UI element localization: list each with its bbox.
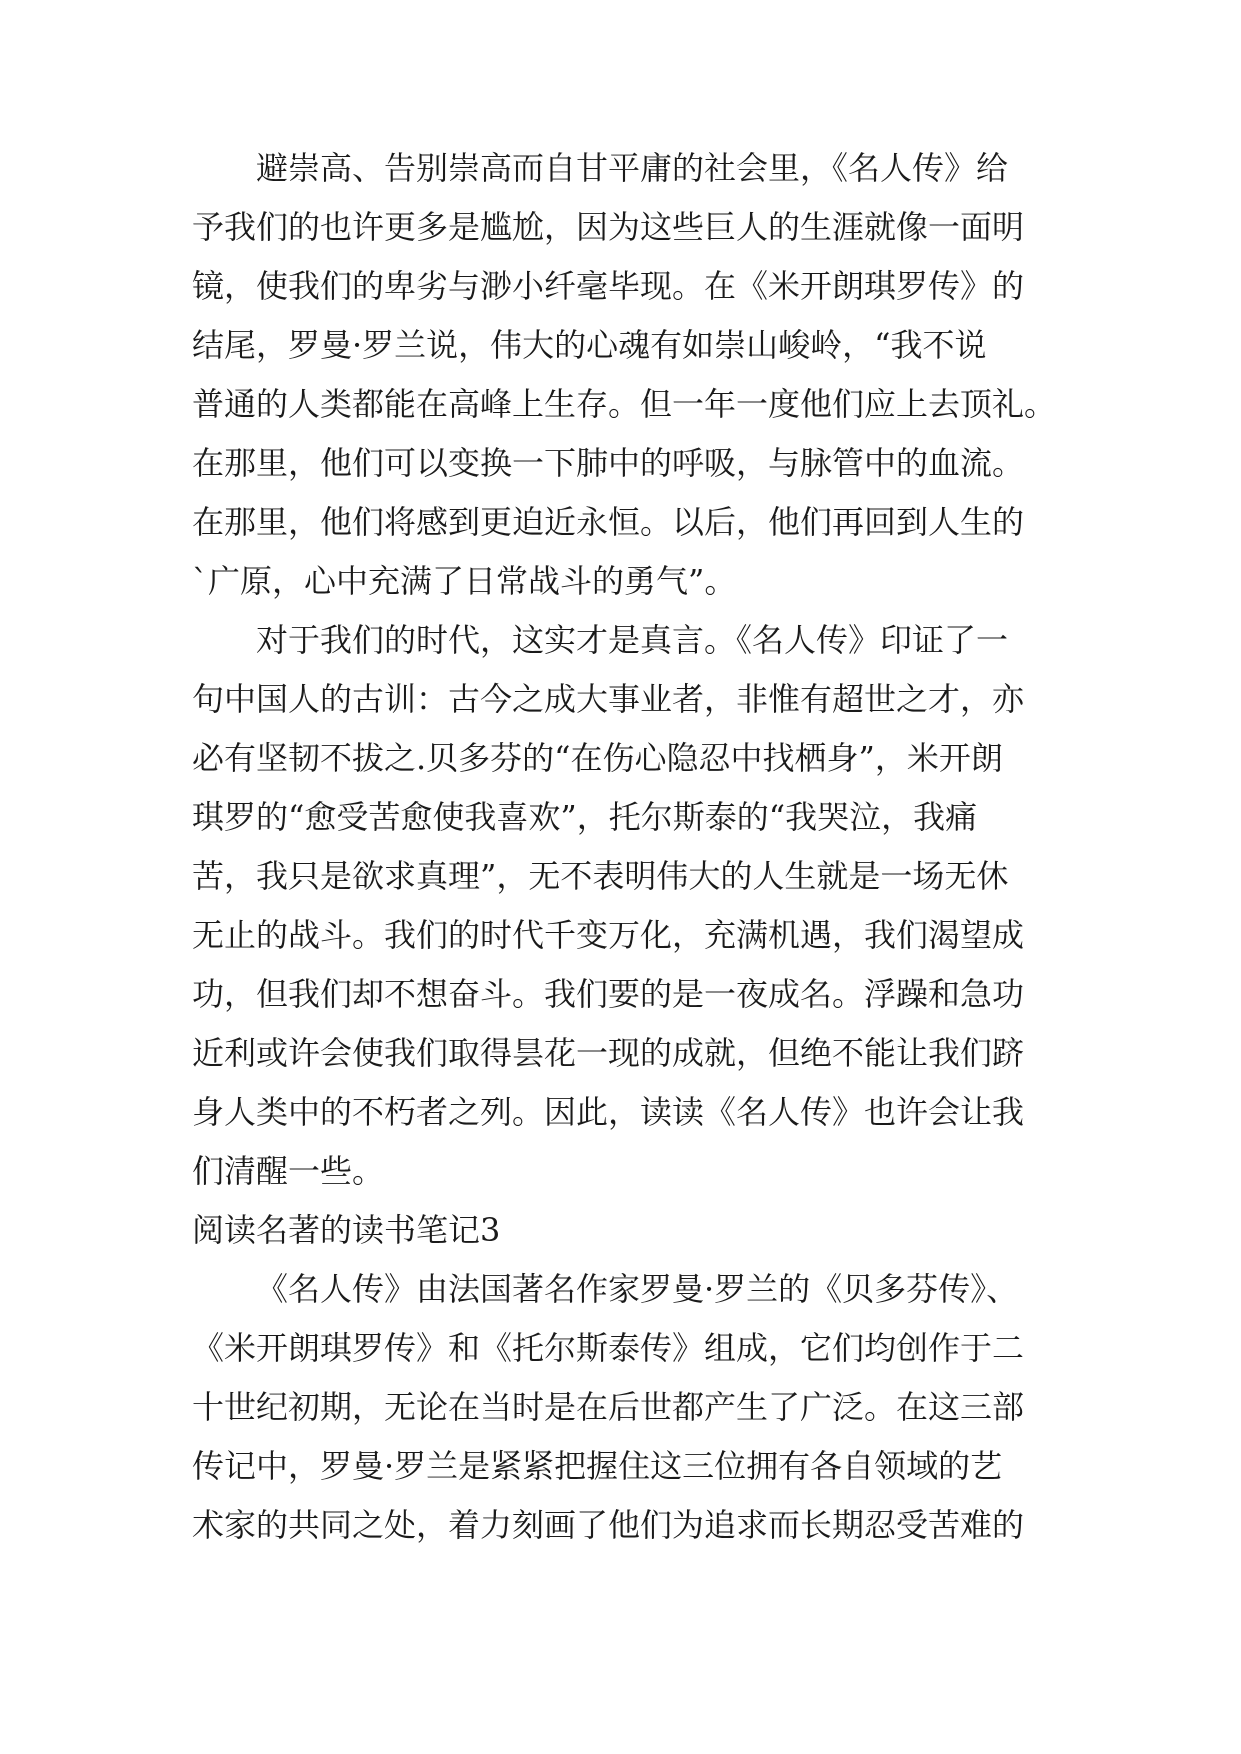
text-line: 避崇高、告别崇高而自甘平庸的社会里，《名人传》给 [256,149,1009,187]
text-line: `广原，心中充满了日常战斗的勇气”。 [192,562,737,600]
text-line: 必有坚韧不拔之.贝多芬的“在伤心隐忍中找栖身”，米开朗 [192,739,1003,777]
text-line: 《米开朗琪罗传》和《托尔斯泰传》组成，它们均创作于二 [192,1329,1025,1367]
text-line: 在那里，他们将感到更迫近永恒。以后，他们再回到人生的 [192,503,1025,541]
text-line: 普通的人类都能在高峰上生存。但一年一度他们应上去顶礼。 [192,385,1057,423]
text-line: 镜，使我们的卑劣与渺小纤毫毕现。在《米开朗琪罗传》的 [192,267,1025,305]
text-line: 句中国人的古训：古今之成大事业者，非惟有超世之才，亦 [192,680,1025,718]
text-line: 在那里，他们可以变换一下肺中的呼吸，与脉管中的血流。 [192,444,1025,482]
text-line: 无止的战斗。我们的时代千变万化，充满机遇，我们渴望成 [192,916,1025,954]
text-line: 予我们的也许更多是尴尬，因为这些巨人的生涯就像一面明 [192,208,1025,246]
section-heading: 阅读名著的读书笔记3 [192,1211,501,1249]
text-line: 功，但我们却不想奋斗。我们要的是一夜成名。浮躁和急功 [192,975,1025,1013]
text-line: 身人类中的不朽者之列。因此，读读《名人传》也许会让我 [192,1093,1025,1131]
text-line: 苦，我只是欲求真理”，无不表明伟大的人生就是一场无休 [192,857,1009,895]
text-line: 十世纪初期，无论在当时是在后世都产生了广泛。在这三部 [192,1388,1025,1426]
text-line: 传记中，罗曼·罗兰是紧紧把握住这三位拥有各自领域的艺 [192,1447,1003,1485]
text-line: 们清醒一些。 [192,1152,385,1190]
text-line: 术家的共同之处，着力刻画了他们为追求而长期忍受苦难的 [192,1506,1025,1544]
text-line: 琪罗的“愈受苦愈使我喜欢”，托尔斯泰的“我哭泣，我痛 [192,798,978,836]
text-line: 对于我们的时代，这实才是真言。《名人传》印证了一 [256,621,1009,659]
text-line: 《名人传》由法国著名作家罗曼·罗兰的《贝多芬传》、 [256,1270,1019,1308]
text-line: 近利或许会使我们取得昙花一现的成就，但绝不能让我们跻 [192,1034,1025,1072]
text-line: 结尾，罗曼·罗兰说，伟大的心魂有如崇山峻岭，“我不说 [192,326,987,364]
